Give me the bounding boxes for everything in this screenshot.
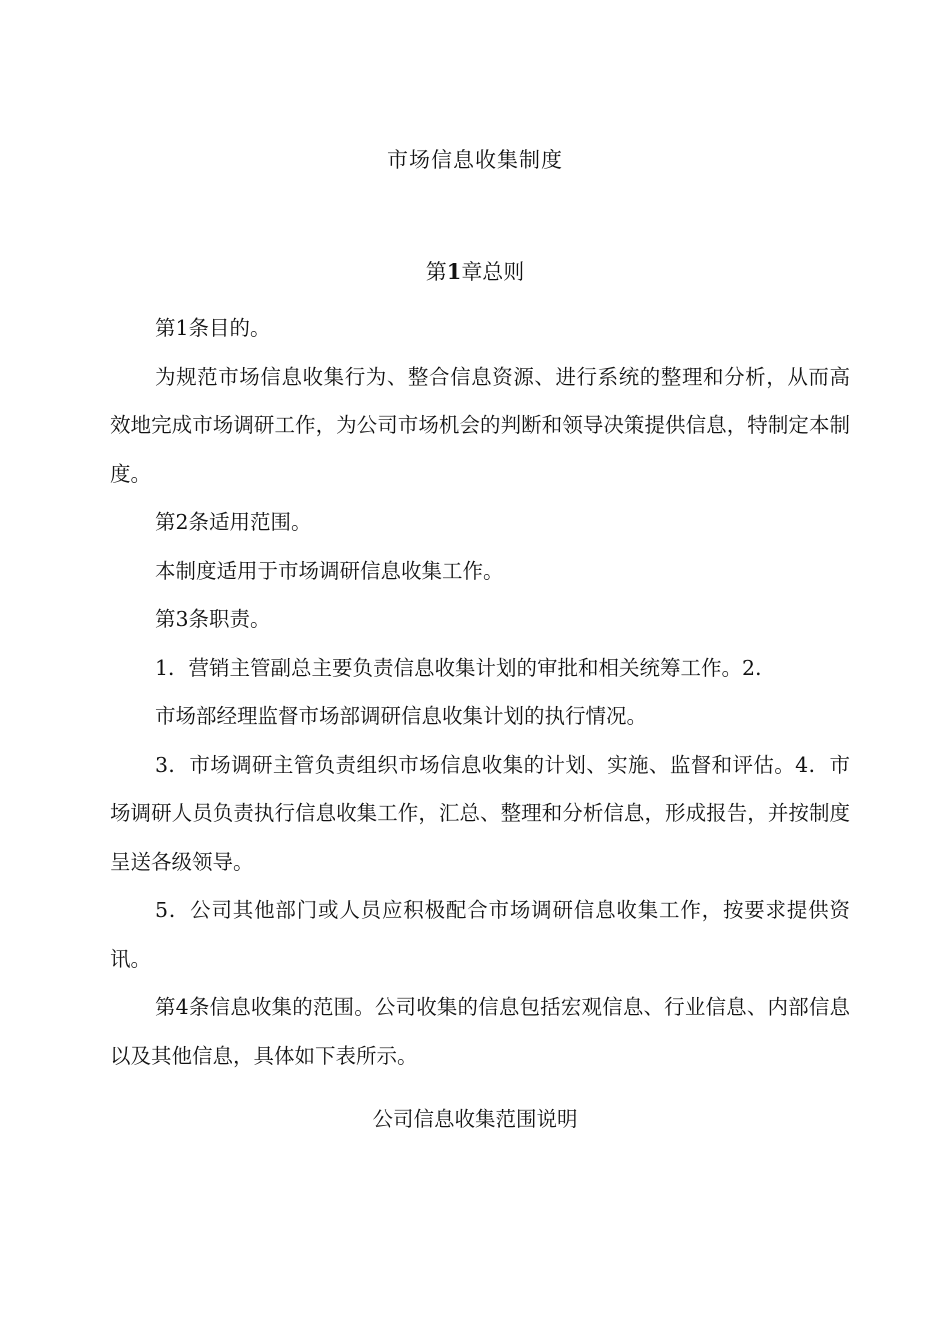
- chapter-suffix: 章总则: [461, 260, 525, 284]
- duty-item-2: 市场部经理监督市场部调研信息收集计划的执行情况。: [155, 704, 647, 728]
- duty-item-3-4: 3．市场调研主管负责组织市场信息收集的计划、实施、监督和评估。4．市场调研人员负责执行信息收集工作，汇总、整理和分析信息，形成报告，并按制度呈送各级领导。: [110, 752, 850, 874]
- article-4-text: 第4条信息收集的范围。公司收集的信息包括宏观信息、行业信息、内部信息以及其他信息，具体如下表所示。: [110, 995, 850, 1068]
- document-title: 市场信息收集制度: [387, 148, 563, 172]
- article-2-heading: 第2条适用范围。: [155, 510, 312, 534]
- article-2-text: 本制度适用于市场调研信息收集工作。: [155, 558, 504, 583]
- article-3-heading: 第3条职责。: [155, 607, 271, 631]
- chapter-heading: [0, 256, 950, 286]
- duty-item-5: 5．公司其他部门或人员应积极配合市场调研信息收集工作，按要求提供资讯。: [110, 898, 850, 971]
- table-caption: 公司信息收集范围说明: [372, 1107, 578, 1131]
- article-1-heading: 第1条目的。: [155, 316, 271, 340]
- chapter-number: 1: [446, 259, 462, 284]
- document-body: [110, 304, 850, 1080]
- article-1-text: 为规范市场信息收集行为、整合信息资源、进行系统的整理和分析，从而高效地完成市场调研工作，为公司市场机会的判断和领导决策提供信息，特制定本制度。: [110, 364, 850, 486]
- chapter-prefix: 第: [425, 260, 447, 284]
- duty-item-1: 1．营销主管副总主要负责信息收集计划的审批和相关统筹工作。2．: [155, 655, 776, 680]
